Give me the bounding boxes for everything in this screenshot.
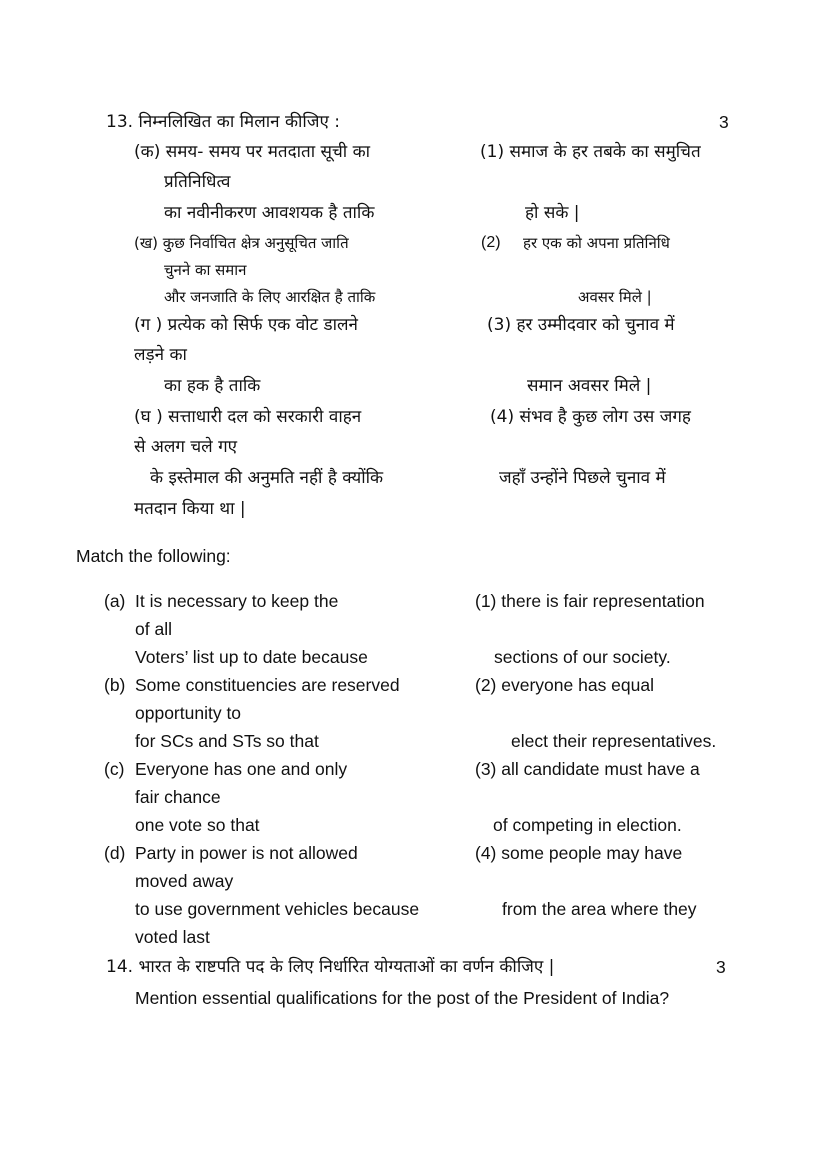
q13-en-c-right-1: (3) all candidate must have a xyxy=(475,759,700,779)
q13-hi-b-left-3: और जनजाति के लिए आरक्षित है ताकि xyxy=(164,288,376,306)
q13-en-d-right-1: (4) some people may have xyxy=(475,843,683,863)
q13-hi-a-left-1: (क) समय- समय पर मतदाता सूची का xyxy=(134,142,371,162)
q13-hi-c-left-3: का हक है ताकि xyxy=(164,376,261,396)
q13-en-d-left-1: Party in power is not allowed xyxy=(135,843,358,863)
q13-hi-d-left-1: (घ ) सत्ताधारी दल को सरकारी वाहन xyxy=(134,407,362,427)
q13-en-a-right-2: sections of our society. xyxy=(494,647,671,667)
q13-hi-a-left-3: का नवीनीकरण आवशयक है ताकि xyxy=(164,203,375,223)
q13-hi-a-right-1: (1) समाज के हर तबके का समुचित xyxy=(480,142,701,162)
q13-en-b-left-1: Some constituencies are reserved xyxy=(135,675,400,695)
q13-en-b-left-2: opportunity to xyxy=(135,703,242,723)
q13-en-c-left-3: one vote so that xyxy=(135,815,260,835)
q13-en-d-right-2: from the area where they xyxy=(502,899,697,919)
q13-hi-b-right-2: अवसर मिले | xyxy=(578,288,652,306)
q13-marks: 3 xyxy=(719,112,729,132)
q13-en-b-right-1: (2) everyone has equal xyxy=(475,675,654,695)
q13-en-d-left-3: to use government vehicles because xyxy=(135,899,420,919)
q13-hi-d-right-1: (4) संभव है कुछ लोग उस जगह xyxy=(490,407,691,427)
q13-hi-d-left-3: के इस्तेमाल की अनुमति नहीं है क्योंकि xyxy=(150,468,384,488)
q14-marks: 3 xyxy=(716,957,726,977)
q13-en-intro: Match the following: xyxy=(76,546,231,566)
q13-en-b-label: (b) xyxy=(104,675,126,695)
q13-en-d-left-2: moved away xyxy=(135,871,234,891)
q13-en-a-left-3: Voters’ list up to date because xyxy=(135,647,368,667)
q13-hi-b-right-number: (2) xyxy=(481,234,501,251)
q14-hindi: 14. भारत के राष्टपति पद के लिए निर्धारित योग्यताओं का वर्णन कीजिए | xyxy=(106,957,555,977)
q13-en-c-right-2: of competing in election. xyxy=(493,815,682,835)
q13-en-c-left-2: fair chance xyxy=(135,787,221,807)
q13-hi-d-left-4: मतदान किया था | xyxy=(134,499,246,519)
q13-en-c-label: (c) xyxy=(104,759,125,779)
q13-en-d-label: (d) xyxy=(104,843,126,863)
q13-en-c-left-1: Everyone has one and only xyxy=(135,759,348,779)
q13-hi-c-right-2: समान अवसर मिले | xyxy=(527,376,652,396)
q13-heading: 13. निम्नलिखित का मिलान कीजिए : xyxy=(106,112,340,132)
q13-hi-c-right-1: (3) हर उम्मीदवार को चुनाव में xyxy=(487,315,675,335)
q13-en-a-label: (a) xyxy=(104,591,126,611)
q13-hi-c-left-1: (ग ) प्रत्येक को सिर्फ एक वोट डालने xyxy=(134,315,358,335)
q13-hi-b-right-1: हर एक को अपना प्रतिनिधि xyxy=(523,234,670,252)
q13-hi-b-left-2: चुनने का समान xyxy=(164,261,247,279)
q13-en-a-left-2: of all xyxy=(135,619,172,639)
q13-en-d-left-4: voted last xyxy=(135,927,210,947)
q13-hi-a-right-2: हो सके | xyxy=(525,203,580,223)
q13-hi-d-left-2: से अलग चले गए xyxy=(134,437,238,457)
q14-english: Mention essential qualifications for the post of the President of India? xyxy=(135,988,670,1008)
q13-en-a-left-1: It is necessary to keep the xyxy=(135,591,339,611)
q13-hi-a-left-2: प्रतिनिधित्व xyxy=(164,172,231,192)
q13-hi-d-right-2: जहाँ उन्होंने पिछले चुनाव में xyxy=(499,468,666,488)
q13-hi-c-left-2: लड़ने का xyxy=(134,345,187,365)
q13-en-b-left-3: for SCs and STs so that xyxy=(135,731,319,751)
q13-en-b-right-2: elect their representatives. xyxy=(511,731,717,751)
q13-en-a-right-1: (1) there is fair representation xyxy=(475,591,705,611)
q13-hi-b-left-1: (ख) कुछ निर्वाचित क्षेत्र अनुसूचित जाति xyxy=(134,234,349,252)
